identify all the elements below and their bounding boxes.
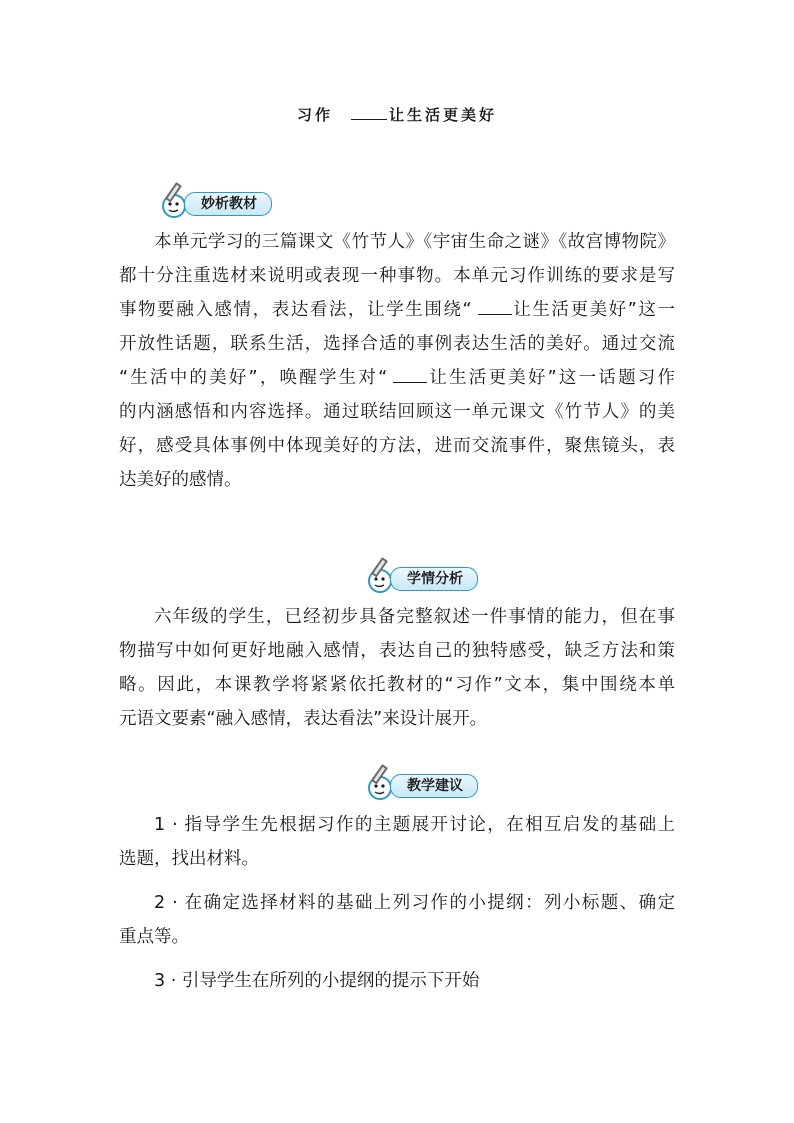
text-segment: 事物要融入感情，表达看法，让学生围绕“: [119, 300, 472, 320]
text-line: 都十分注重选材来说明或表现一种事物。本单元习作训练的要求是写: [119, 266, 675, 286]
list-item-line: [119, 964, 675, 998]
title-suffix: 让生活更美好: [389, 106, 498, 124]
text-line: 元语文要素“融入感情，表达看法”来设计展开。: [119, 709, 488, 729]
text-line: 物描写中如何更好地融入感情，表达自己的独特感受，缺乏方法和策: [119, 641, 675, 661]
blank-line: [393, 367, 427, 383]
text-line: 选题，找出材料。: [119, 849, 259, 869]
text-line: 的内涵感悟和内容选择。通过联结回顾这一单元课文《竹节人》的美: [119, 402, 675, 422]
text-segment: “生活中的美好”，唤醒学生对“: [119, 368, 388, 388]
text-segment: 让生活更美好”这一话题习作: [427, 368, 675, 388]
list-item-line: [119, 808, 675, 842]
text-line: 本单元学习的三篇课文《竹节人》《宇宙生命之谜》《故宫博物院》: [154, 232, 675, 252]
section-learners-body: [119, 600, 675, 736]
item-number: 2: [154, 893, 166, 913]
item-separator: ·: [165, 893, 185, 913]
text-segment: 在确定选择材料的基础上列习作的小提纲：列小标题、确定: [184, 893, 675, 913]
section-tag: 教学建议: [390, 774, 478, 798]
item-separator: ·: [165, 815, 185, 835]
text-line: 开放性话题，联系生活，选择合适的事例表达生活的美好。通过交流: [119, 334, 675, 354]
text-line: 略。因此，本课教学将紧紧依托教材的“习作”文本，集中围绕本单: [119, 675, 675, 695]
title-prefix: 习作: [296, 106, 333, 124]
text-segment: 指导学生先根据习作的主题展开讨论，在相互启发的基础上: [184, 815, 675, 835]
item-number: 3: [154, 971, 166, 991]
title-blank: [351, 109, 387, 120]
item-number: 1: [154, 815, 166, 835]
blank-line: [478, 299, 512, 315]
page-title: [0, 104, 794, 125]
text-segment: 让生活更美好”这一: [511, 300, 675, 320]
text-segment: 引导学生在所列的小提纲的提示下开始: [181, 971, 480, 991]
text-line: 六年级的学生，已经初步具备完整叙述一件事情的能力，但在事: [154, 607, 675, 627]
section-tag: 学情分析: [390, 567, 478, 591]
text-line: [119, 293, 675, 327]
section-suggestions-body: [119, 808, 675, 998]
text-line: [119, 361, 675, 395]
text-line: 好，感受具体事例中体现美好的方法，进而交流事件，聚焦镜头，表: [119, 436, 675, 456]
text-line: 重点等。: [119, 927, 189, 947]
section-analysis-body: [119, 225, 675, 497]
list-item-line: [119, 886, 675, 920]
section-tag: 妙析教材: [184, 192, 272, 216]
text-line: 达美好的感情。: [119, 470, 242, 490]
item-separator: ·: [165, 971, 182, 991]
